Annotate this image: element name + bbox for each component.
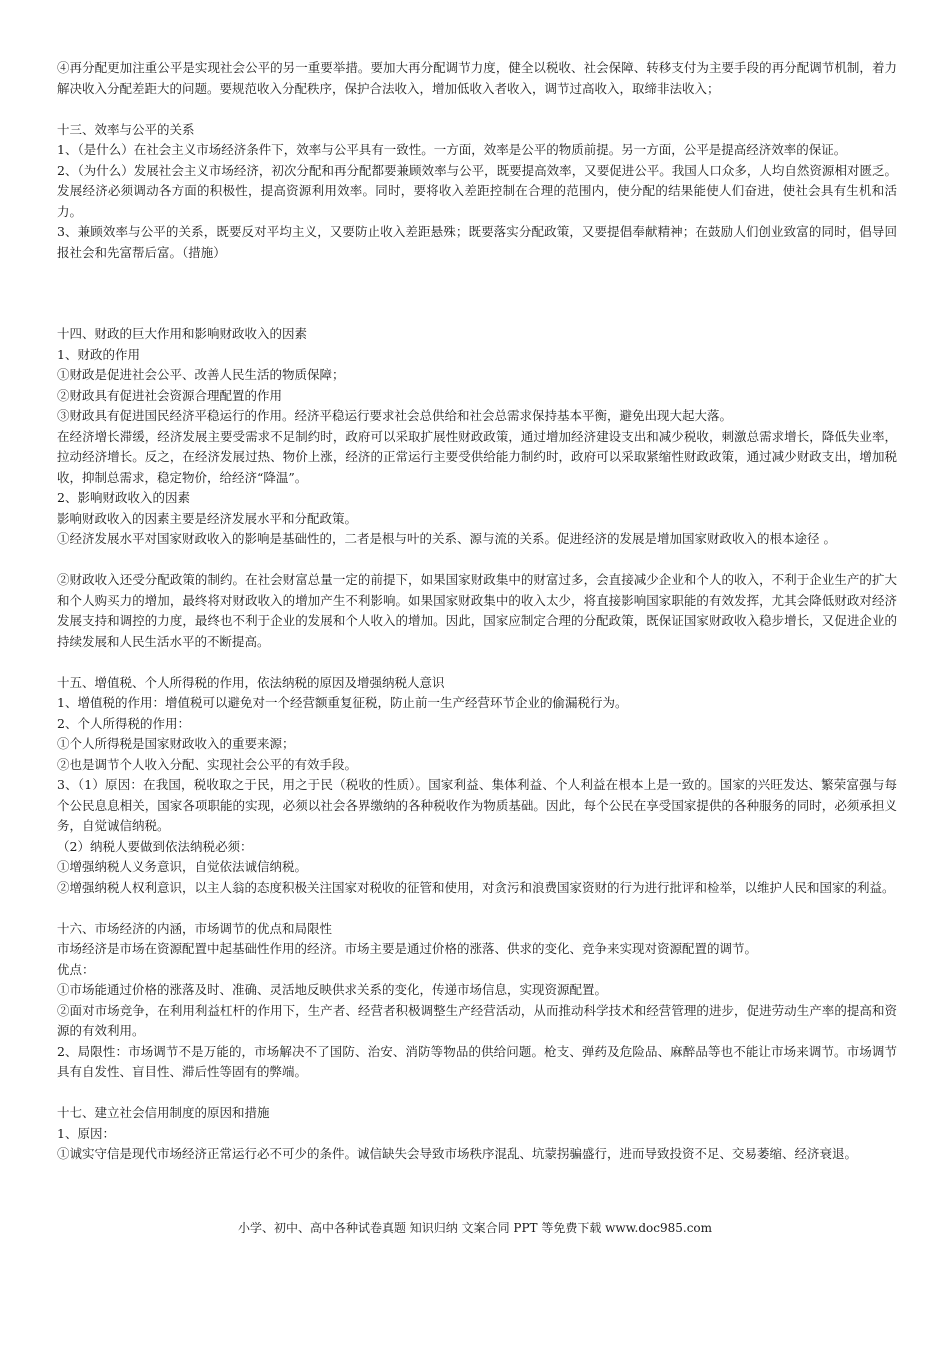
section-heading-16: 十六、市场经济的内涵，市场调节的优点和局限性 xyxy=(57,920,333,936)
section-heading-17: 十七、建立社会信用制度的原因和措施 xyxy=(57,1105,270,1120)
paragraph: 2、（为什么）发展社会主义市场经济，初次分配和再分配都要兼顾效率与公平，既要提高效率，又要促进公平。我国人口众多，人均自然资源相对匮乏。发展经济必须调动各方面的积极性，提高资源利用效率。同时，要将收入差距控制在合理的范围内，使分配的结果能使人们奋进，使社会具有生机和活力。 xyxy=(57,162,897,219)
paragraph: ④再分配更加注重公平是实现社会公平的另一重要举措。要加大再分配调节力度，健全以税收、社会保障、转移支付为主要手段的再分配调节机制，着力解决收入分配差距大的问题。要规范收入分配秩序，保护合法收入，增加低收入者收入，调节过高收入，取缔非法收入； xyxy=(57,60,897,96)
subheading: （2）纳税人要做到依法纳税必须： xyxy=(57,838,253,854)
section-heading-14: 十四、财政的巨大作用和影响财政收入的因素 xyxy=(57,326,308,341)
paragraph: 2、局限性：市场调节不是万能的，市场解决不了国防、治安、消防等物品的供给问题。枪支、弹药及危险品、麻醉品等也不能让市场来调节。市场调节具有自发性、盲目性、滞后性等固有的弊端。 xyxy=(57,1043,897,1079)
subheading: 优点： xyxy=(57,961,95,977)
section-heading-15: 十五、增值税、个人所得税的作用，依法纳税的原因及增强纳税人意识 xyxy=(57,674,445,690)
list-item: ①财政是促进社会公平、改善人民生活的物质保障； xyxy=(57,367,345,382)
paragraph: 在经济增长滞缓，经济发展主要受需求不足制约时，政府可以采取扩展性财政政策，通过增加经济建设支出和减少税收，刺激总需求增长，降低失业率，拉动经济增长。反之，在经济发展过热、物价上涨，经济的正常运行主要受供给能力制约时，政府可以采取紧缩性财政政策，通过减少财政支出，增加税收，抑制总需求，稳定物价，给经济“降温”。 xyxy=(57,428,897,485)
list-item: ①经济发展水平对国家财政收入的影响是基础性的，二者是根与叶的关系、源与流的关系。促进经济的发展是增加国家财政收入的根本途径 。 xyxy=(57,531,836,546)
list-item: ③财政具有促进国民经济平稳运行的作用。经济平稳运行要求社会总供给和社会总需求保持基本平衡，避免出现大起大落。 xyxy=(57,408,733,423)
section-heading-13: 十三、效率与公平的关系 xyxy=(57,121,195,137)
list-item: ②面对市场竞争，在利用利益杠杆的作用下，生产者、经营者积极调整生产经营活动，从而推动科学技术和经营管理的进步，促进劳动生产率的提高和资源的有效利用。 xyxy=(57,1002,897,1038)
list-item: ①诚实守信是现代市场经济正常运行必不可少的条件。诚信缺失会导致市场秩序混乱、坑蒙拐骗盛行，进而导致投资不足、交易萎缩、经济衰退。 xyxy=(57,1146,858,1161)
paragraph: 市场经济是市场在资源配置中起基础性作用的经济。市场主要是通过价格的涨落、供求的变化、竞争来实现对资源配置的调节。 xyxy=(57,941,758,956)
paragraph: 3、（1）原因：在我国，税收取之于民，用之于民（税收的性质）。国家利益、集体利益、个人利益在根本上是一致的。国家的兴旺发达、繁荣富强与每个公民息息相关，国家各项职能的实现，必须以社会各界缴纳的各种税收作为物质基础。因此，每个公民在享受国家提供的各种服务的同时，必须承担义务，自觉诚信纳税。 xyxy=(57,777,897,833)
list-item: ①个人所得税是国家财政收入的重要来源； xyxy=(57,736,295,751)
document-body xyxy=(57,58,897,1165)
list-item: ②财政收入还受分配政策的制约。在社会财富总量一定的前提下，如果国家财政集中的财富过多，会直接减少企业和个人的收入，不利于企业生产的扩大和个人购买力的增加，最终将对财政收入的增加产生不利影响。如果国家财政集中的收入太少，将直接影响国家职能的有效发挥，尤其会降低财政对经济发展支持和调控的力度，最终也不利于企业的发展和个人收入的增加。因此，国家应制定合理的分配政策，既保证国家财政收入稳步增长，又促进企业的持续发展和人民生活水平的不断提高。 xyxy=(57,572,897,649)
list-item: ②增强纳税人权利意识，以主人翁的态度积极关注国家对税收的征管和使用，对贪污和浪费国家资财的行为进行批评和检举，以维护人民和国家的利益。 xyxy=(57,879,895,895)
subheading: 1、财政的作用 xyxy=(57,346,140,362)
list-item: ①市场能通过价格的涨落及时、准确、灵活地反映供求关系的变化，传递市场信息，实现资源配置。 xyxy=(57,982,608,997)
subheading: 2、个人所得税的作用： xyxy=(57,715,190,731)
subheading: 2、影响财政收入的因素 xyxy=(57,490,190,505)
list-item: ①增强纳税人义务意识，自觉依法诚信纳税。 xyxy=(57,859,308,874)
paragraph: 影响财政收入的因素主要是经济发展水平和分配政策。 xyxy=(57,510,358,526)
paragraph: 1、增值税的作用：增值税可以避免对一个经营额重复征税，防止前一生产经营环节企业的偷漏税行为。 xyxy=(57,695,628,710)
paragraph: 1、（是什么）在社会主义市场经济条件下，效率与公平具有一致性。一方面，效率是公平的物质前提。另一方面，公平是提高经济效率的保证。 xyxy=(57,142,847,157)
list-item: ②也是调节个人收入分配、实现社会公平的有效手段。 xyxy=(57,756,358,772)
list-item: ②财政具有促进社会资源合理配置的作用 xyxy=(57,387,283,403)
page-footer: 小学、初中、高中各种试卷真题 知识归纳 文案合同 PPT 等免费下载 www.doc985.com xyxy=(237,1221,713,1235)
subheading: 1、原因： xyxy=(57,1125,115,1141)
paragraph: 3、兼顾效率与公平的关系，既要反对平均主义，又要防止收入差距悬殊；既要落实分配政策，又要提倡奉献精神；在鼓励人们创业致富的同时，倡导回报社会和先富帮后富。（措施） xyxy=(57,224,897,260)
